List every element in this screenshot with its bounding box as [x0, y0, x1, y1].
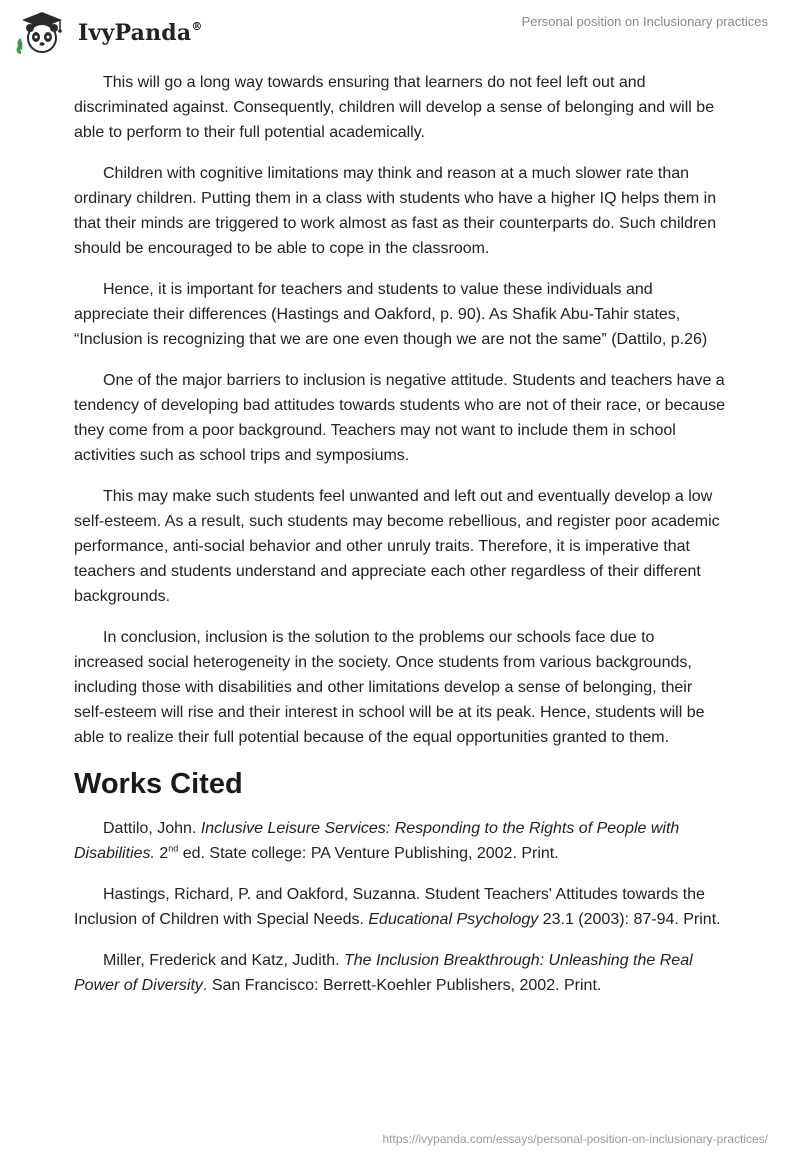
- body-paragraph: This will go a long way towards ensuring that learners do not feel left out and discriminated against. Consequently, children will develop a sense of belonging and will be able to perform to their full potential academically.: [74, 74, 715, 141]
- body-paragraph: This may make such students feel unwanted and left out and eventually develop a low self-esteem. As a result, such students may become rebellious, and register poor academic performance, anti-social behavior and other unruly traits. Therefore, it is imperative that teachers and students understand and appreciate each other regardless of their different backgrounds.: [74, 488, 720, 605]
- ivypanda-logo-icon[interactable]: [14, 8, 74, 56]
- citation-entry: Dattilo, John. Inclusive Leisure Services: Responding to the Rights of People with Disabilities. 2nd ed. State college: PA Venture Publishing, 2002. Print.: [74, 820, 680, 862]
- works-cited-heading: Works Cited: [74, 768, 243, 800]
- body-paragraph: In conclusion, inclusion is the solution to the problems our schools face due to increased social heterogeneity in the society. Once students from various backgrounds, including those with disabilities and other limitations develop a sense of belonging, their self-esteem will rise and their interest in school will be at its peak. Hence, students will be able to realize their full potential because of the equal opportunities granted to them.: [74, 629, 705, 746]
- source-url-link[interactable]: https://ivypanda.com/essays/personal-position-on-inclusionary-practices/: [382, 1132, 768, 1146]
- page-header: [0, 0, 800, 60]
- brand-name[interactable]: IvyPanda®: [78, 19, 203, 46]
- page-title: Personal position on Inclusionary practices: [521, 14, 768, 29]
- body-paragraph: Hence, it is important for teachers and students to value these individuals and appreciate their differences (Hastings and Oakford, p. 90). As Shafik Abu-Tahir states, “Inclusion is recognizing that we are one even though we are not the same” (Dattilo, p.26): [74, 281, 708, 348]
- body-paragraph: Children with cognitive limitations may think and reason at a much slower rate than ordinary children. Putting them in a class with students who have a higher IQ helps them in that their minds are triggered to work almost as fast as their counterparts do. Such children should be encouraged to be able to cope in the classroom.: [74, 165, 717, 257]
- citation-entry: Hastings, Richard, P. and Oakford, Suzanna. Student Teachers' Attitudes towards the Inclusion of Children with Special Needs. Educational Psychology 23.1 (2003): 87-94. Print.: [74, 886, 721, 928]
- body-paragraph: One of the major barriers to inclusion is negative attitude. Students and teachers have a tendency of developing bad attitudes towards students who are not of their race, or because they come from a poor background. Teachers may not want to include them in school activities such as school trips and symposiums.: [74, 372, 726, 464]
- citation-entry: Miller, Frederick and Katz, Judith. The Inclusion Breakthrough: Unleashing the Real Power of Diversity. San Francisco: Berrett-Koehler Publishers, 2002. Print.: [74, 952, 693, 994]
- essay-content: [74, 70, 726, 1014]
